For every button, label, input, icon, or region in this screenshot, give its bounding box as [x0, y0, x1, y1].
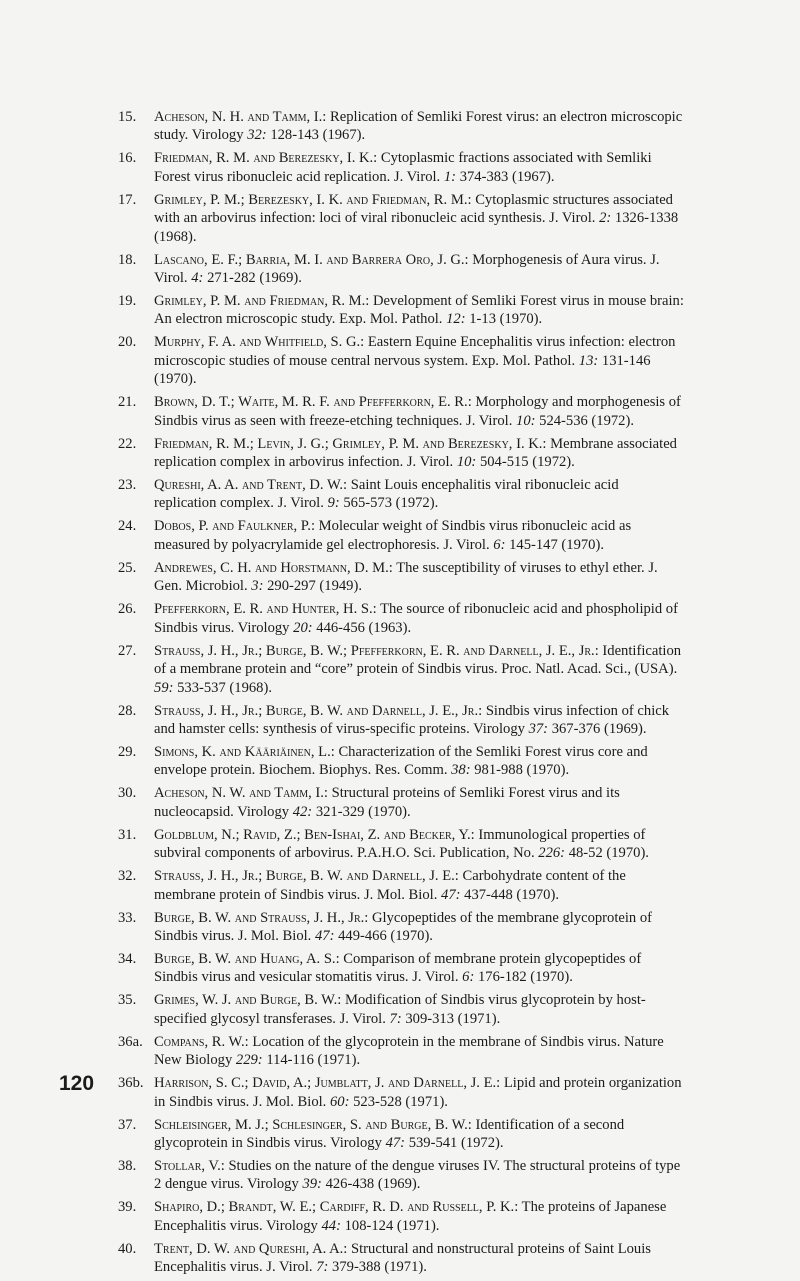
reference-text — [154, 600, 684, 637]
reference-text — [154, 108, 684, 145]
reference-number: 15. — [118, 109, 137, 125]
reference-title: Development of Semliki Forest virus in mouse brain: An electron microscopic study. Exp. Mol. Pathol. — [154, 293, 684, 328]
reference-text — [154, 1198, 684, 1235]
reference-number: 26. — [118, 601, 137, 618]
reference-text — [154, 517, 684, 554]
reference-pages: 437-448 (1970). — [464, 886, 559, 903]
reference-volume: 229: — [235, 1052, 263, 1069]
reference-authors: Pfefferkorn, E. R. and Hunter, H. S.: — [154, 601, 377, 618]
reference-item — [118, 826, 684, 863]
reference-text — [154, 784, 684, 821]
reference-volume: 37: — [528, 720, 549, 737]
reference-number: 16. — [118, 150, 137, 167]
reference-number: 19. — [118, 293, 137, 310]
reference-number: 39. — [118, 1199, 137, 1216]
reference-authors: Goldblum, N.; Ravid, Z.; Ben-Ishai, Z. and Becker, Y.: — [154, 826, 475, 843]
reference-item — [118, 867, 684, 904]
reference-text — [154, 642, 684, 697]
reference-pages: 449-466 (1970). — [338, 927, 433, 944]
reference-pages: 1-13 (1970). — [469, 311, 543, 328]
reference-item — [118, 909, 684, 946]
reference-item — [118, 743, 684, 780]
reference-title: Identification of a membrane protein and “core” protein of Sindbis virus. Proc. Natl. Acad. Sci., (USA). — [154, 642, 682, 678]
reference-item — [118, 1033, 684, 1070]
reference-volume: 42: — [292, 803, 313, 820]
reference-authors: Qureshi, A. A. and Trent, D. W.: — [154, 477, 348, 494]
reference-number: 35. — [118, 992, 137, 1009]
reference-pages: 504-515 (1972). — [479, 454, 575, 471]
reference-volume: 44: — [321, 1217, 341, 1234]
reference-pages: 446-456 (1963). — [316, 619, 412, 636]
reference-volume: 226: — [538, 845, 566, 862]
reference-title: Cytoplasmic structures associated with an arbovirus infection: loci of viral ribonucleic acid synthesis. J. Virol. — [154, 191, 673, 227]
reference-authors: Grimley, P. M. and Friedman, R. M.: — [154, 293, 370, 310]
reference-text — [154, 826, 684, 863]
reference-text — [154, 1157, 684, 1194]
reference-title: The susceptibility of viruses to ethyl ether. J. Gen. Microbiol. — [154, 559, 658, 595]
reference-volume: 9: — [327, 495, 340, 512]
reference-pages: 524-536 (1972). — [539, 412, 634, 429]
reference-title: Carbohydrate content of the membrane protein of Sindbis virus. J. Mol. Biol. — [154, 868, 626, 903]
reference-pages: 176-182 (1970). — [478, 969, 573, 986]
reference-authors: Andrewes, C. H. and Horstmann, D. M.: — [154, 559, 393, 576]
reference-text — [154, 476, 684, 513]
reference-number: 37. — [118, 1116, 137, 1133]
reference-pages: 145-147 (1970). — [509, 536, 604, 553]
reference-title: Modification of Sindbis virus glycoprotein by host-specified glycosyl transferases. J. Virol. — [154, 992, 646, 1027]
reference-volume: 47: — [314, 927, 335, 944]
reference-authors: Grimes, W. J. and Burge, B. W.: — [154, 992, 342, 1009]
reference-number: 28. — [118, 702, 137, 719]
reference-item — [118, 435, 684, 472]
reference-title: Studies on the nature of the dengue viruses IV. The structural proteins of type 2 dengue virus. Virology — [154, 1157, 681, 1193]
reference-text — [154, 702, 684, 739]
reference-item — [118, 476, 684, 513]
reference-text — [154, 991, 684, 1028]
reference-volume: 7: — [389, 1010, 402, 1027]
reference-number: 36b. — [118, 1075, 144, 1092]
reference-authors: Simons, K. and Kääriäinen, L.: — [154, 743, 335, 760]
reference-text — [154, 559, 684, 596]
reference-volume: 10: — [456, 454, 477, 471]
reference-authors: Murphy, F. A. and Whitfield, S. G.: — [154, 334, 365, 351]
reference-pages: 1326-1338 (1968). — [154, 210, 679, 245]
reference-volume: 12: — [446, 311, 466, 328]
reference-text — [154, 191, 684, 246]
reference-text — [154, 743, 684, 780]
reference-volume: 6: — [462, 969, 475, 986]
reference-item — [118, 333, 684, 388]
reference-volume: 59: — [154, 679, 174, 696]
reference-volume: 7: — [316, 1259, 329, 1276]
reference-number: 32. — [118, 868, 137, 885]
reference-item — [118, 191, 684, 246]
reference-authors: Compans, R. W.: — [154, 1033, 249, 1050]
reference-item — [118, 1074, 684, 1111]
reference-number: 29. — [118, 743, 137, 760]
reference-authors: Brown, D. T.; Waite, M. R. F. and Pfefferkorn, E. R.: — [154, 394, 472, 411]
reference-item — [118, 1116, 684, 1153]
reference-title: Identification of a second glycoprotein in Sindbis virus. Virology — [154, 1116, 625, 1151]
reference-number: 24. — [118, 518, 137, 535]
reference-number: 38. — [118, 1157, 137, 1174]
reference-title: Location of the glycoprotein in the membrane of Sindbis virus. Nature New Biology — [154, 1033, 664, 1069]
reference-title: Eastern Equine Encephalitis virus infection: electron microscopic studies of mouse central nervous system. Exp. Mol. Pathol. — [154, 334, 676, 369]
reference-number: 33. — [118, 909, 137, 926]
reference-pages: 271-282 (1969). — [207, 270, 302, 287]
reference-title: Immunological properties of subviral components of arbovirus. P.A.H.O. Sci. Publication, No. — [154, 826, 646, 862]
reference-number: 27. — [118, 642, 137, 659]
reference-volume: 39: — [302, 1176, 322, 1193]
reference-item — [118, 292, 684, 329]
reference-number: 23. — [118, 477, 137, 494]
reference-pages: 290-297 (1949). — [267, 578, 362, 595]
reference-authors: Strauss, J. H., Jr.; Burge, B. W. and Darnell, J. E., Jr.: — [154, 702, 483, 719]
reference-text — [154, 950, 684, 987]
reference-pages: 374-383 (1967). — [459, 168, 555, 185]
reference-list — [118, 108, 684, 1281]
reference-item — [118, 1198, 684, 1235]
reference-pages: 565-573 (1972). — [343, 495, 439, 512]
reference-title: Glycopeptides of the membrane glycoprotein of Sindbis virus. J. Mol. Biol. — [154, 909, 653, 944]
reference-authors: Shapiro, D.; Brandt, W. E.; Cardiff, R. D. and Russell, P. K.: — [154, 1199, 519, 1216]
reference-authors: Friedman, R. M. and Berezesky, I. K.: — [154, 150, 378, 167]
reference-pages: 367-376 (1969). — [551, 720, 647, 737]
page-number: 120 — [59, 1072, 95, 1095]
reference-item — [118, 702, 684, 739]
reference-number: 30. — [118, 785, 137, 802]
reference-item — [118, 517, 684, 554]
reference-text — [154, 1116, 684, 1153]
reference-number: 40. — [118, 1240, 137, 1257]
reference-volume: 13: — [578, 352, 599, 369]
reference-title: Cytoplasmic fractions associated with Semliki Forest virus ribonucleic acid replication. J. Virol. — [154, 150, 652, 185]
reference-item — [118, 784, 684, 821]
reference-number: 17. — [118, 191, 137, 208]
reference-text — [154, 251, 684, 288]
reference-text — [154, 1240, 684, 1277]
reference-volume: 38: — [451, 762, 471, 779]
reference-authors: Burge, B. W. and Strauss, J. H., Jr.: — [154, 909, 369, 926]
reference-item — [118, 1240, 684, 1277]
reference-pages: 426-438 (1969). — [325, 1176, 421, 1193]
reference-title: Comparison of membrane protein glycopeptides of Sindbis virus and vesicular stomatitis virus. J. Virol. — [154, 950, 642, 986]
reference-text — [154, 292, 684, 329]
reference-volume: 32: — [247, 127, 267, 144]
reference-item — [118, 600, 684, 637]
reference-volume: 60: — [329, 1093, 350, 1110]
reference-pages: 131-146 (1970). — [154, 352, 651, 388]
reference-item — [118, 559, 684, 596]
reference-item — [118, 1157, 684, 1194]
reference-number: 22. — [118, 435, 137, 452]
reference-text — [154, 867, 684, 904]
reference-pages: 981-988 (1970). — [474, 762, 570, 779]
reference-title: Membrane associated replication complex in arbovirus infection. J. Virol. — [154, 435, 677, 471]
reference-number: 36a. — [118, 1033, 143, 1050]
reference-authors: Trent, D. W. and Qureshi, A. A.: — [154, 1240, 348, 1257]
reference-authors: Strauss, J. H., Jr.; Burge, B. W.; Pfefferkorn, E. R. and Darnell, J. E., Jr.: — [154, 642, 599, 659]
reference-volume: 10: — [516, 412, 536, 429]
reference-text — [154, 333, 684, 388]
reference-number: 25. — [118, 559, 137, 576]
reference-authors: Lascano, E. F.; Barria, M. I. and Barrera Oro, J. G.: — [154, 251, 469, 268]
reference-title: Replication of Semliki Forest virus: an electron microscopic study. Virology — [154, 109, 683, 144]
reference-pages: 321-329 (1970). — [315, 803, 411, 820]
reference-title: Sindbis virus infection of chick and hamster cells: synthesis of virus-specific proteins. Virology — [154, 702, 670, 737]
reference-authors: Harrison, S. C.; David, A.; Jumblatt, J. and Darnell, J. E.: — [154, 1075, 501, 1092]
reference-authors: Friedman, R. M.; Levin, J. G.; Grimley, P. M. and Berezesky, I. K.: — [154, 435, 547, 452]
reference-item — [118, 108, 684, 145]
reference-title: The proteins of Japanese Encephalitis virus. Virology — [154, 1199, 667, 1234]
reference-item — [118, 642, 684, 697]
reference-number: 18. — [118, 251, 137, 268]
reference-number: 21. — [118, 394, 137, 411]
reference-number: 34. — [118, 950, 137, 967]
reference-item — [118, 991, 684, 1028]
reference-authors: Acheson, N. W. and Tamm, I.: — [154, 785, 328, 802]
reference-pages: 108-124 (1971). — [344, 1217, 440, 1234]
reference-text — [154, 909, 684, 946]
reference-item — [118, 251, 684, 288]
reference-title: The source of ribonucleic acid and phospholipid of Sindbis virus. Virology — [154, 601, 678, 636]
reference-title: Morphogenesis of Aura virus. J. Virol. — [154, 251, 660, 287]
reference-number: 20. — [118, 334, 137, 351]
reference-item — [118, 393, 684, 430]
reference-pages: 309-313 (1971). — [405, 1010, 501, 1027]
reference-pages: 114-116 (1971). — [266, 1052, 361, 1069]
reference-pages: 533-537 (1968). — [177, 679, 272, 696]
reference-pages: 379-388 (1971). — [332, 1259, 427, 1276]
reference-authors: Dobos, P. and Faulkner, P.: — [154, 518, 316, 535]
reference-number: 31. — [118, 826, 137, 843]
reference-title: Characterization of the Semliki Forest virus core and envelope protein. Biochem. Biophys. Res. Comm. — [154, 743, 648, 779]
reference-volume: 1: — [443, 168, 457, 185]
reference-pages: 128-143 (1967). — [270, 127, 366, 144]
reference-volume: 2: — [599, 210, 612, 227]
reference-authors: Acheson, N. H. and Tamm, I.: — [154, 109, 327, 125]
reference-authors: Schleisinger, M. J.; Schlesinger, S. and Burge, B. W.: — [154, 1116, 472, 1133]
reference-authors: Grimley, P. M.; Berezesky, I. K. and Friedman, R. M.: — [154, 191, 472, 208]
reference-title: Molecular weight of Sindbis virus ribonucleic acid as measured by polyacrylamide gel electrophoresis. J. Virol. — [154, 518, 632, 553]
reference-pages: 523-528 (1971). — [353, 1093, 448, 1110]
reference-text — [154, 1033, 684, 1070]
reference-volume: 20: — [293, 619, 313, 636]
reference-title: Morphology and morphogenesis of Sindbis virus as seen with freeze-etching techniques. J. Virol. — [154, 394, 681, 429]
reference-volume: 6: — [493, 536, 506, 553]
reference-title: Lipid and protein organization in Sindbis virus. J. Mol. Biol. — [154, 1075, 682, 1110]
reference-title: Structural and nonstructural proteins of Saint Louis Encephalitis virus. J. Virol. — [154, 1240, 651, 1276]
reference-authors: Stollar, V.: — [154, 1157, 225, 1174]
reference-volume: 47: — [441, 886, 461, 903]
reference-volume: 3: — [251, 578, 264, 595]
reference-pages: 48-52 (1970). — [568, 845, 649, 862]
reference-volume: 47: — [385, 1134, 406, 1151]
reference-item — [118, 149, 684, 186]
reference-text — [154, 393, 684, 430]
reference-title: Structural proteins of Semliki Forest virus and its nucleocapsid. Virology — [154, 785, 620, 820]
reference-authors: Strauss, J. H., Jr.; Burge, B. W. and Darnell, J. E.: — [154, 868, 459, 885]
reference-authors: Burge, B. W. and Huang, A. S.: — [154, 950, 340, 967]
reference-volume: 4: — [191, 270, 204, 287]
reference-text — [154, 149, 684, 186]
reference-text — [154, 435, 684, 472]
reference-item — [118, 950, 684, 987]
reference-pages: 539-541 (1972). — [408, 1134, 504, 1151]
reference-title: Saint Louis encephalitis viral ribonucleic acid replication complex. J. Virol. — [154, 477, 619, 512]
reference-text — [154, 1074, 684, 1111]
